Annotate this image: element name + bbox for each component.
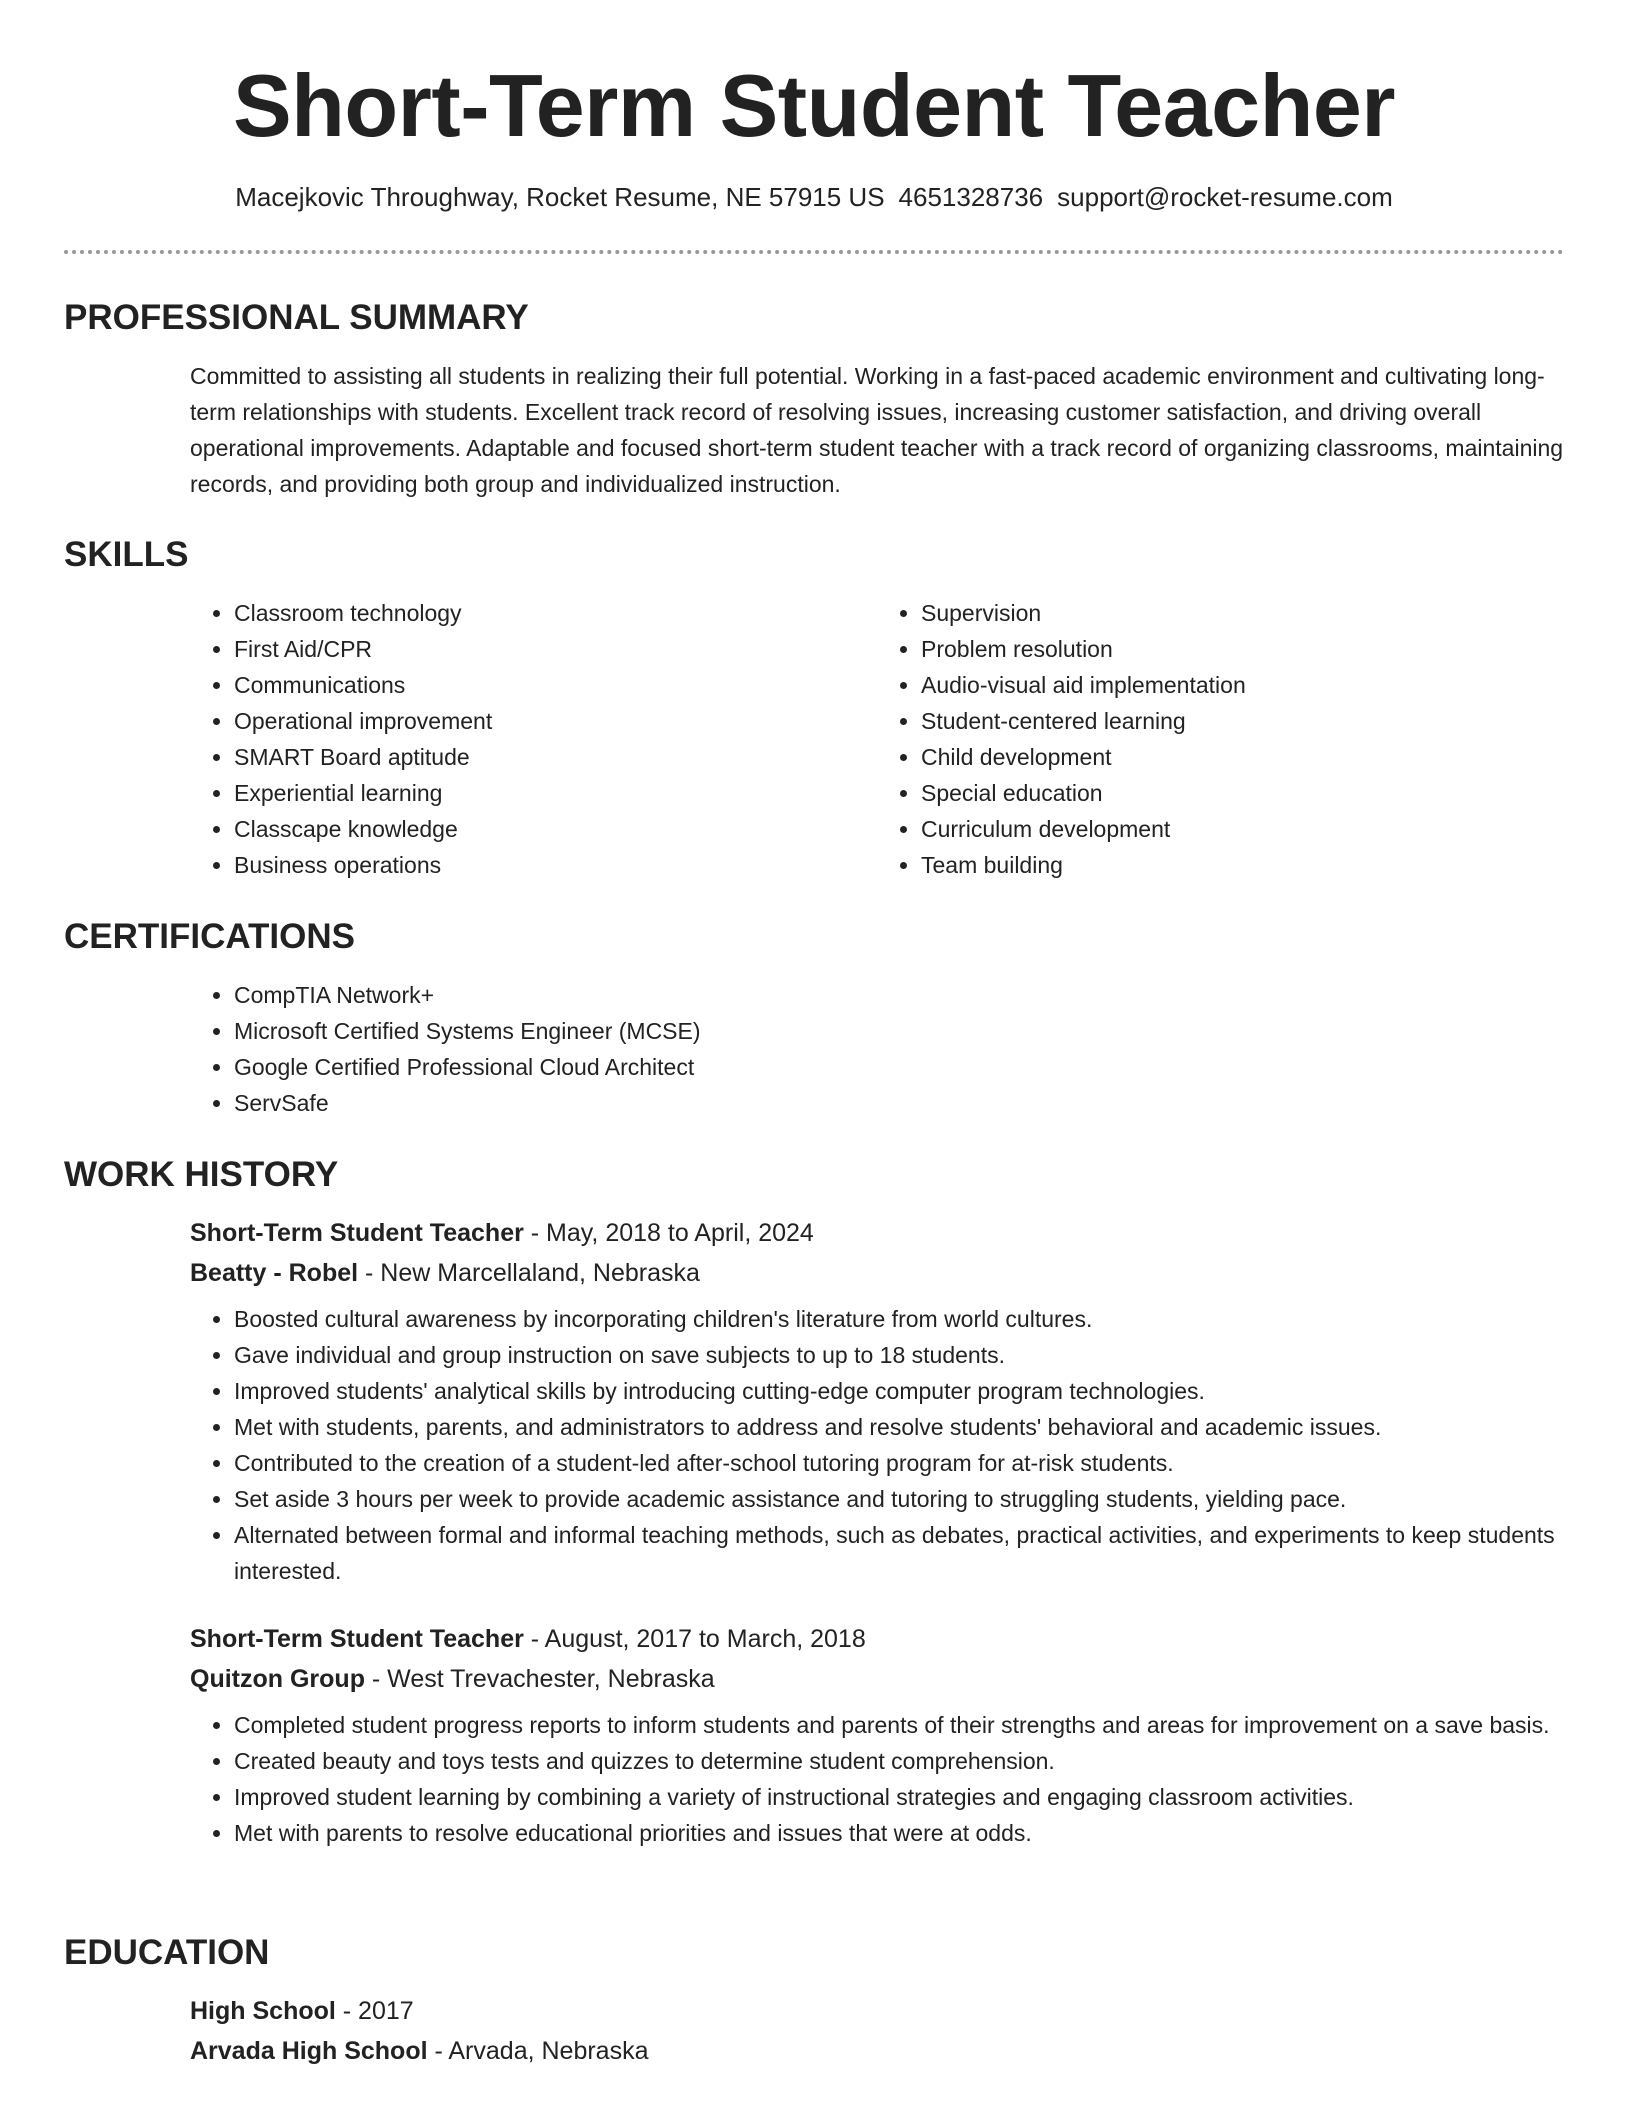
education-location: - Arvada, Nebraska — [427, 2037, 649, 2065]
contact-email: support@rocket-resume.com — [1057, 182, 1393, 212]
list-item: • Classroom technology — [234, 595, 877, 631]
skills-columns — [190, 595, 1564, 883]
job-title-line — [190, 1619, 1564, 1659]
contact-line — [64, 182, 1564, 212]
education-entry — [190, 1991, 1564, 2071]
certifications-list — [190, 977, 1564, 1121]
list-item: • SMART Board aptitude — [234, 739, 877, 775]
list-item: • Completed student progress reports to inform students and parents of their strengths and areas for improvement on a save basis. — [234, 1707, 1564, 1743]
list-item: • Improved students' analytical skills by introducing cutting-edge computer program technologies. — [234, 1373, 1564, 1409]
job-company-line — [190, 1659, 1564, 1699]
job-location: - West Trevachester, Nebraska — [364, 1665, 715, 1693]
job-location: - New Marcellaland, Nebraska — [358, 1259, 700, 1287]
certifications-section — [64, 917, 1564, 1121]
work-heading: WORK HISTORY — [64, 1155, 339, 1194]
list-item: • Classcape knowledge — [234, 811, 877, 847]
contact-address: Macejkovic Throughway, Rocket Resume, NE 57915 US — [235, 182, 885, 212]
education-degree: High School — [190, 1997, 336, 2025]
certifications-heading: CERTIFICATIONS — [64, 917, 356, 956]
list-item: • Student-centered learning — [921, 703, 1564, 739]
list-item: • ServSafe — [234, 1085, 1564, 1121]
education-heading: EDUCATION — [64, 1933, 270, 1972]
list-item: • Operational improvement — [234, 703, 877, 739]
job-entry — [190, 1213, 1564, 1589]
list-item: • Communications — [234, 667, 877, 703]
list-item: • Audio-visual aid implementation — [921, 667, 1564, 703]
skills-heading: SKILLS — [64, 535, 189, 574]
education-degree-line — [190, 1991, 1564, 2031]
candidate-name: Short-Term Student Teacher — [232, 56, 1396, 155]
list-item: • Curriculum development — [921, 811, 1564, 847]
list-item: • Problem resolution — [921, 631, 1564, 667]
job-title: Short-Term Student Teacher — [190, 1219, 524, 1247]
job-entry — [190, 1619, 1564, 1851]
list-item: • Team building — [921, 847, 1564, 883]
list-item: • Met with parents to resolve educational priorities and issues that were at odds. — [234, 1815, 1564, 1851]
job-bullets — [190, 1301, 1564, 1589]
education-section — [64, 1933, 1564, 2071]
list-item: • Child development — [921, 739, 1564, 775]
list-item: • Set aside 3 hours per week to provide academic assistance and tutoring to struggling students, yielding pace. — [234, 1481, 1564, 1517]
job-company: Beatty - Robel — [190, 1259, 359, 1287]
job-bullets — [190, 1707, 1564, 1851]
skills-list-right — [877, 595, 1564, 883]
work-section — [64, 1155, 1564, 1851]
resume-page — [64, 0, 1564, 2065]
job-dates: - August, 2017 to March, 2018 — [523, 1625, 866, 1653]
list-item: • Business operations — [234, 847, 877, 883]
education-school: Arvada High School — [190, 2037, 428, 2065]
list-item: • Contributed to the creation of a student-led after-school tutoring program for at-risk students. — [234, 1445, 1564, 1481]
list-item: • First Aid/CPR — [234, 631, 877, 667]
job-company-line — [190, 1253, 1564, 1293]
list-item: • Created beauty and toys tests and quizzes to determine student comprehension. — [234, 1743, 1564, 1779]
education-year: - 2017 — [335, 1997, 414, 2025]
contact-phone: 4651328736 — [898, 182, 1044, 212]
job-title: Short-Term Student Teacher — [190, 1625, 524, 1653]
job-dates: - May, 2018 to April, 2024 — [523, 1219, 814, 1247]
header-divider — [64, 250, 1564, 254]
list-item: • Microsoft Certified Systems Engineer (MCSE) — [234, 1013, 1564, 1049]
job-title-line — [190, 1213, 1564, 1253]
skills-list-left — [190, 595, 877, 883]
education-school-line — [190, 2031, 1564, 2071]
job-company: Quitzon Group — [190, 1665, 365, 1693]
list-item: • Boosted cultural awareness by incorporating children's literature from world cultures. — [234, 1301, 1564, 1337]
list-item: • CompTIA Network+ — [234, 977, 1564, 1013]
list-item: • Special education — [921, 775, 1564, 811]
summary-heading: PROFESSIONAL SUMMARY — [64, 298, 529, 337]
list-item: • Alternated between formal and informal teaching methods, such as debates, practical activities, and experiments to keep students interested. — [234, 1517, 1564, 1589]
summary-section — [64, 298, 1564, 502]
skills-section — [64, 535, 1564, 883]
list-item: • Gave individual and group instruction on save subjects to up to 18 students. — [234, 1337, 1564, 1373]
list-item: • Experiential learning — [234, 775, 877, 811]
list-item: • Supervision — [921, 595, 1564, 631]
list-item: • Google Certified Professional Cloud Architect — [234, 1049, 1564, 1085]
certifications-body — [190, 977, 1564, 1121]
list-item: • Improved student learning by combining a variety of instructional strategies and engaging classroom activities. — [234, 1779, 1564, 1815]
summary-text: Committed to assisting all students in realizing their full potential. Working in a fast-paced academic environment and cultivating long-term relationships with students. Excellent track record of resolving issues, increasing customer satisfaction, and driving overall operational improvements. Adaptable and focused short-term student teacher with a track record of organizing classrooms, maintaining records, and providing both group and individualized instruction. — [190, 363, 1564, 497]
list-item: • Met with students, parents, and administrators to address and resolve students' behavioral and academic issues. — [234, 1409, 1564, 1445]
